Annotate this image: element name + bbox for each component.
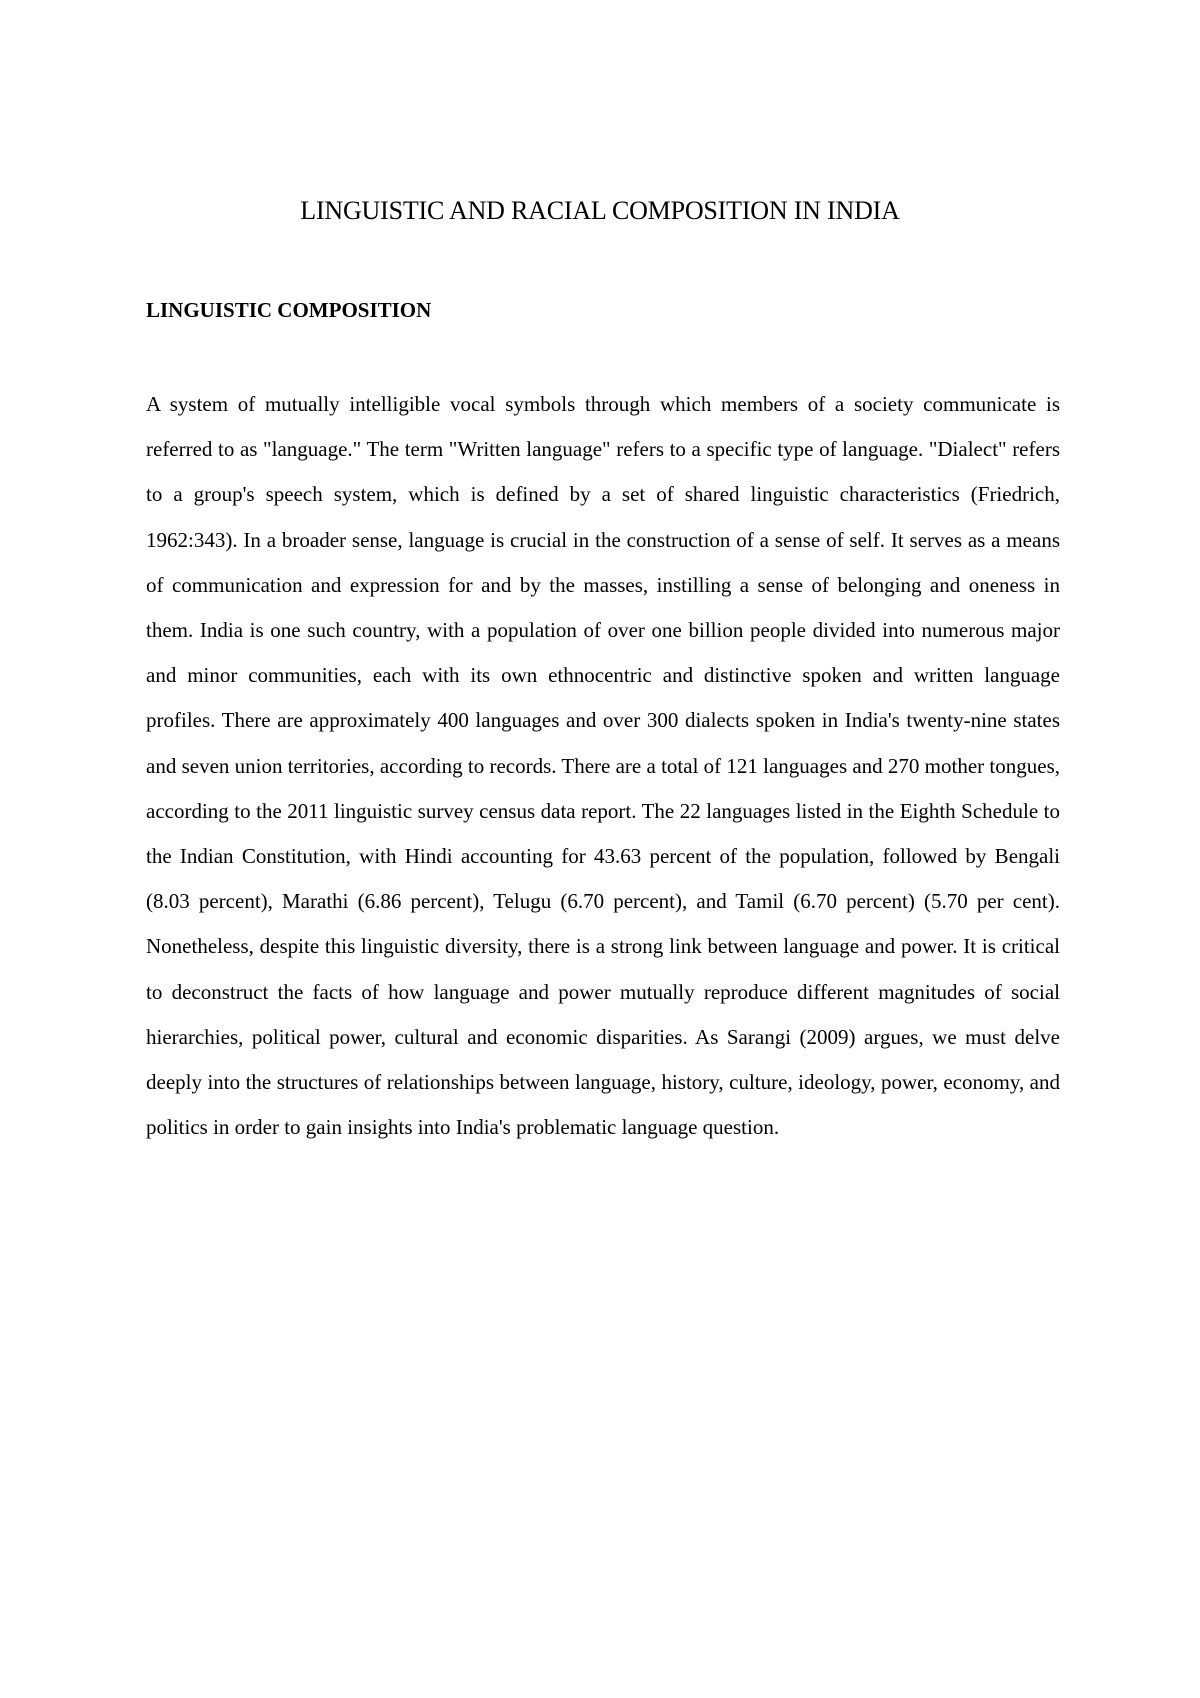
body-paragraph: A system of mutually intelligible vocal symbols through which members of a society communicate is referred to as "language." The term "Written language" refers to a specific type of language. "Dialect" refers to a group's speech system, which is defined by a set of shared linguistic characteristics (Friedrich, 1962:343). In a broader sense, language is crucial in the construction of a sense of self. It serves as a means of communication and expression for and by the masses, instilling a sense of belonging and oneness in them. India is one such country, with a population of over one billion people divided into numerous major and minor communities, each with its own ethnocentric and distinctive spoken and written language profiles. There are approximately 400 languages and over 300 dialects spoken in India's twenty-nine states and seven union territories, according to records. There are a total of 121 languages and 270 mother tongues, according to the 2011 linguistic survey census data report. The 22 languages listed in the Eighth Schedule to the Indian Constitution, with Hindi accounting for 43.63 percent of the population, followed by Bengali (8.03 percent), Marathi (6.86 percent), Telugu (6.70 percent), and Tamil (6.70 percent) (5.70 per cent). Nonetheless, despite this linguistic diversity, there is a strong link between language and power. It is critical to deconstruct the facts of how language and power mutually reproduce different magnitudes of social hierarchies, political power, cultural and economic disparities. As Sarangi (2009) argues, we must delve deeply into the structures of relationships between language, history, culture, ideology, power, economy, and politics in order to gain insights into India's problematic language question. xyxy=(146,392,1060,1140)
section-heading: LINGUISTIC COMPOSITION xyxy=(146,298,432,322)
document-title: LINGUISTIC AND RACIAL COMPOSITION IN INDIA xyxy=(300,196,900,225)
